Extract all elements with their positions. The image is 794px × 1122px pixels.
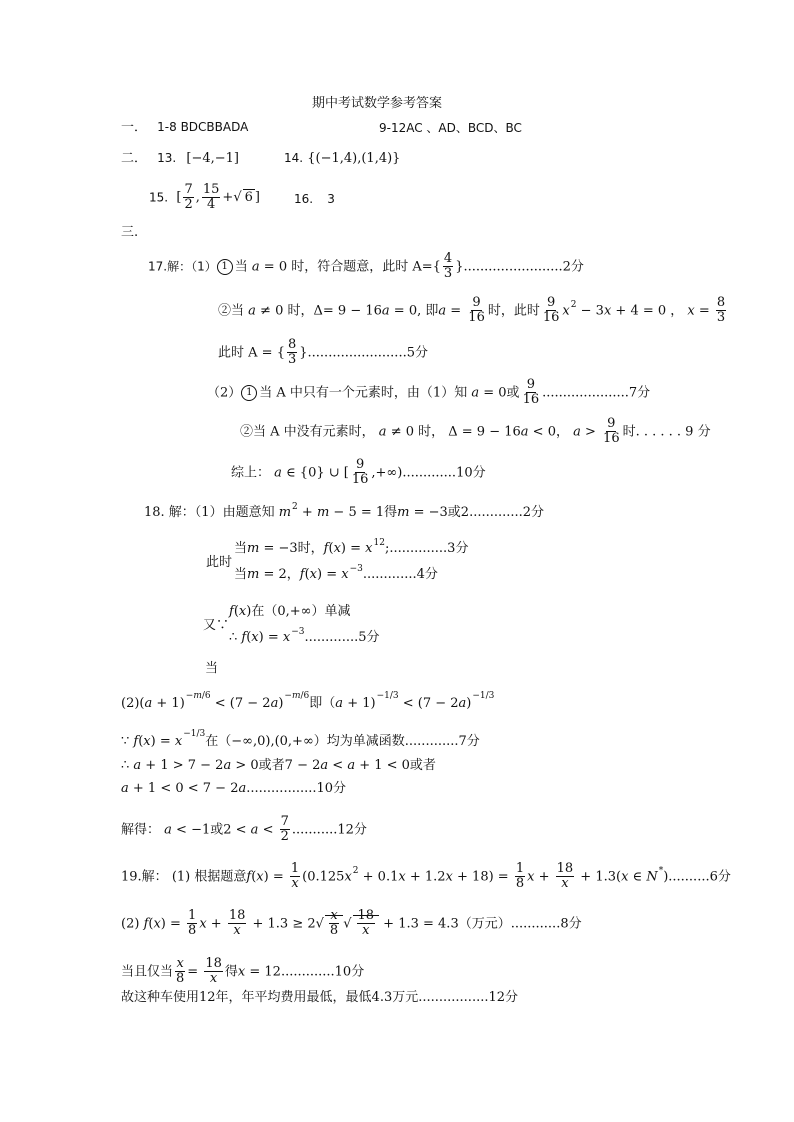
q16-label: 16.: [294, 192, 314, 206]
q18-line4: f(x)在（0,+∞）单减: [229, 604, 351, 619]
q17-line6: 综上： a ∈ {0} ∪ [ $\frac{9}{16}$ ,+∞).............10分: [231, 457, 486, 488]
q14-label: 14.: [284, 151, 304, 165]
page-title: 期中考试数学参考答案: [312, 96, 443, 111]
section-1: [121, 121, 248, 134]
q14: [284, 152, 400, 165]
q17-line5: ②当 A 中没有元素时， a ≠ 0 时， Δ = 9 − 16a < 0， a > $\frac{9}{16}$ 时. . . . . . 9 分: [240, 416, 711, 447]
q13-answer: [−4,−1]: [186, 151, 239, 166]
q18-line10: 解得： a < −1或2 < a < $\frac{7}{2}$ ...........12分: [121, 814, 367, 845]
q17-line1: 17.解：（1） 1 当 a = 0 时，符合题意，此时 A={ $\frac{4}{3}$ }........................2分: [148, 251, 584, 282]
section-2: [121, 152, 239, 165]
q17-line4: （2） 1 当 A 中只有一个元素时，由（1）知 a = 0或 $\frac{9}{16}$ .....................7分: [207, 377, 651, 408]
q19-line3: 当且仅当 $\frac{x}{8}$ = $\frac{18}{x}$ 得x = 12.............10分: [121, 956, 365, 987]
q17-line3: 此时 A = { $\frac{8}{3}$ }........................5分: [218, 337, 428, 368]
q18-dang: 当: [205, 661, 219, 676]
q18-line1: 18. 解：（1）由题意知 $m^2 + m - 5 = 1$得m = −3或2.............2分: [144, 502, 545, 520]
q18-line2: 当m = −3时，$f(x) = x^{12};..............3$分: [234, 538, 469, 556]
q19-line1: 19.解： (1) 根据题意f(x) = $\frac{1}{x}$ $(0.125x^2 + 0.1x + 1.2x + 18)$ = $\frac{1}{8}$ x + $\frac{18}{x}$ + 1.3(x ∈ N*)..........6分: [121, 861, 731, 892]
circled-one-icon: 1: [217, 259, 233, 275]
q15-answer: [ $\frac{7}{2}$ , $\frac{15}{4}$ +√ 6 ]: [172, 182, 260, 213]
q13-label: 13.: [157, 151, 177, 165]
q18-line7: ∵ $f(x) = x^{-1/3}$在（−∞,0),(0,+∞）均为单减函数.............7分: [121, 729, 480, 749]
q16: [294, 193, 335, 206]
q15-label: 15.: [149, 190, 169, 205]
circled-one-icon: 1: [241, 385, 257, 401]
q18-cishi: 此时: [206, 555, 233, 570]
q18-you: 又∵: [203, 618, 230, 633]
section-label: 二．: [121, 151, 148, 166]
answers-9-12: 9-12AC 、AD、BCD、BC: [379, 121, 522, 135]
q18-line9: a + 1 < 0 < 7 − 2a.................10分: [121, 781, 347, 796]
q16-answer: 3: [327, 192, 335, 206]
q17-line2: ②当 a ≠ 0 时，Δ= 9 − 16a = 0, 即a = $\frac{9}{16}$ 时，此时 $\frac{9}{16}$ $x^2 - 3x + 4 = 0$ ， x = $\frac{8}{3}$: [218, 295, 726, 326]
q15: [149, 183, 260, 213]
section-3-label: 三.: [121, 225, 139, 240]
answers-1-8: 1-8 BDCBBADA: [157, 120, 249, 134]
q18-line6: $(2)(a + 1)^{-m/6} < (7 - 2a)^{-m/6}$即$(a + 1)^{-1/3} < (7 - 2a)^{-1/3}$: [121, 691, 495, 711]
q18-line5: ∴ $f(x) = x^{-3}.............5$分: [229, 627, 380, 645]
q18-line3: 当m = 2，$f(x) = x^{-3}.............4$分: [234, 564, 438, 582]
q18-line8: ∴ a + 1 > 7 − 2a > 0或者7 − 2a < a + 1 < 0或者: [121, 758, 436, 773]
q14-answer: {(−1,4),(1,4)}: [307, 151, 401, 166]
q19-conclusion: 故这种车使用12年，年平均费用最低，最低4.3万元.................12分: [121, 990, 519, 1005]
section-label: 一．: [121, 120, 148, 135]
q19-line2: (2) f(x) = $\frac{1}{8}$ x + $\frac{18}{x}$ + 1.3 ≥ 2√ $\frac{x}{8}$ √ $\frac{18}{x}$ + 1.3 = 4.3（万元）............8分: [121, 908, 582, 939]
